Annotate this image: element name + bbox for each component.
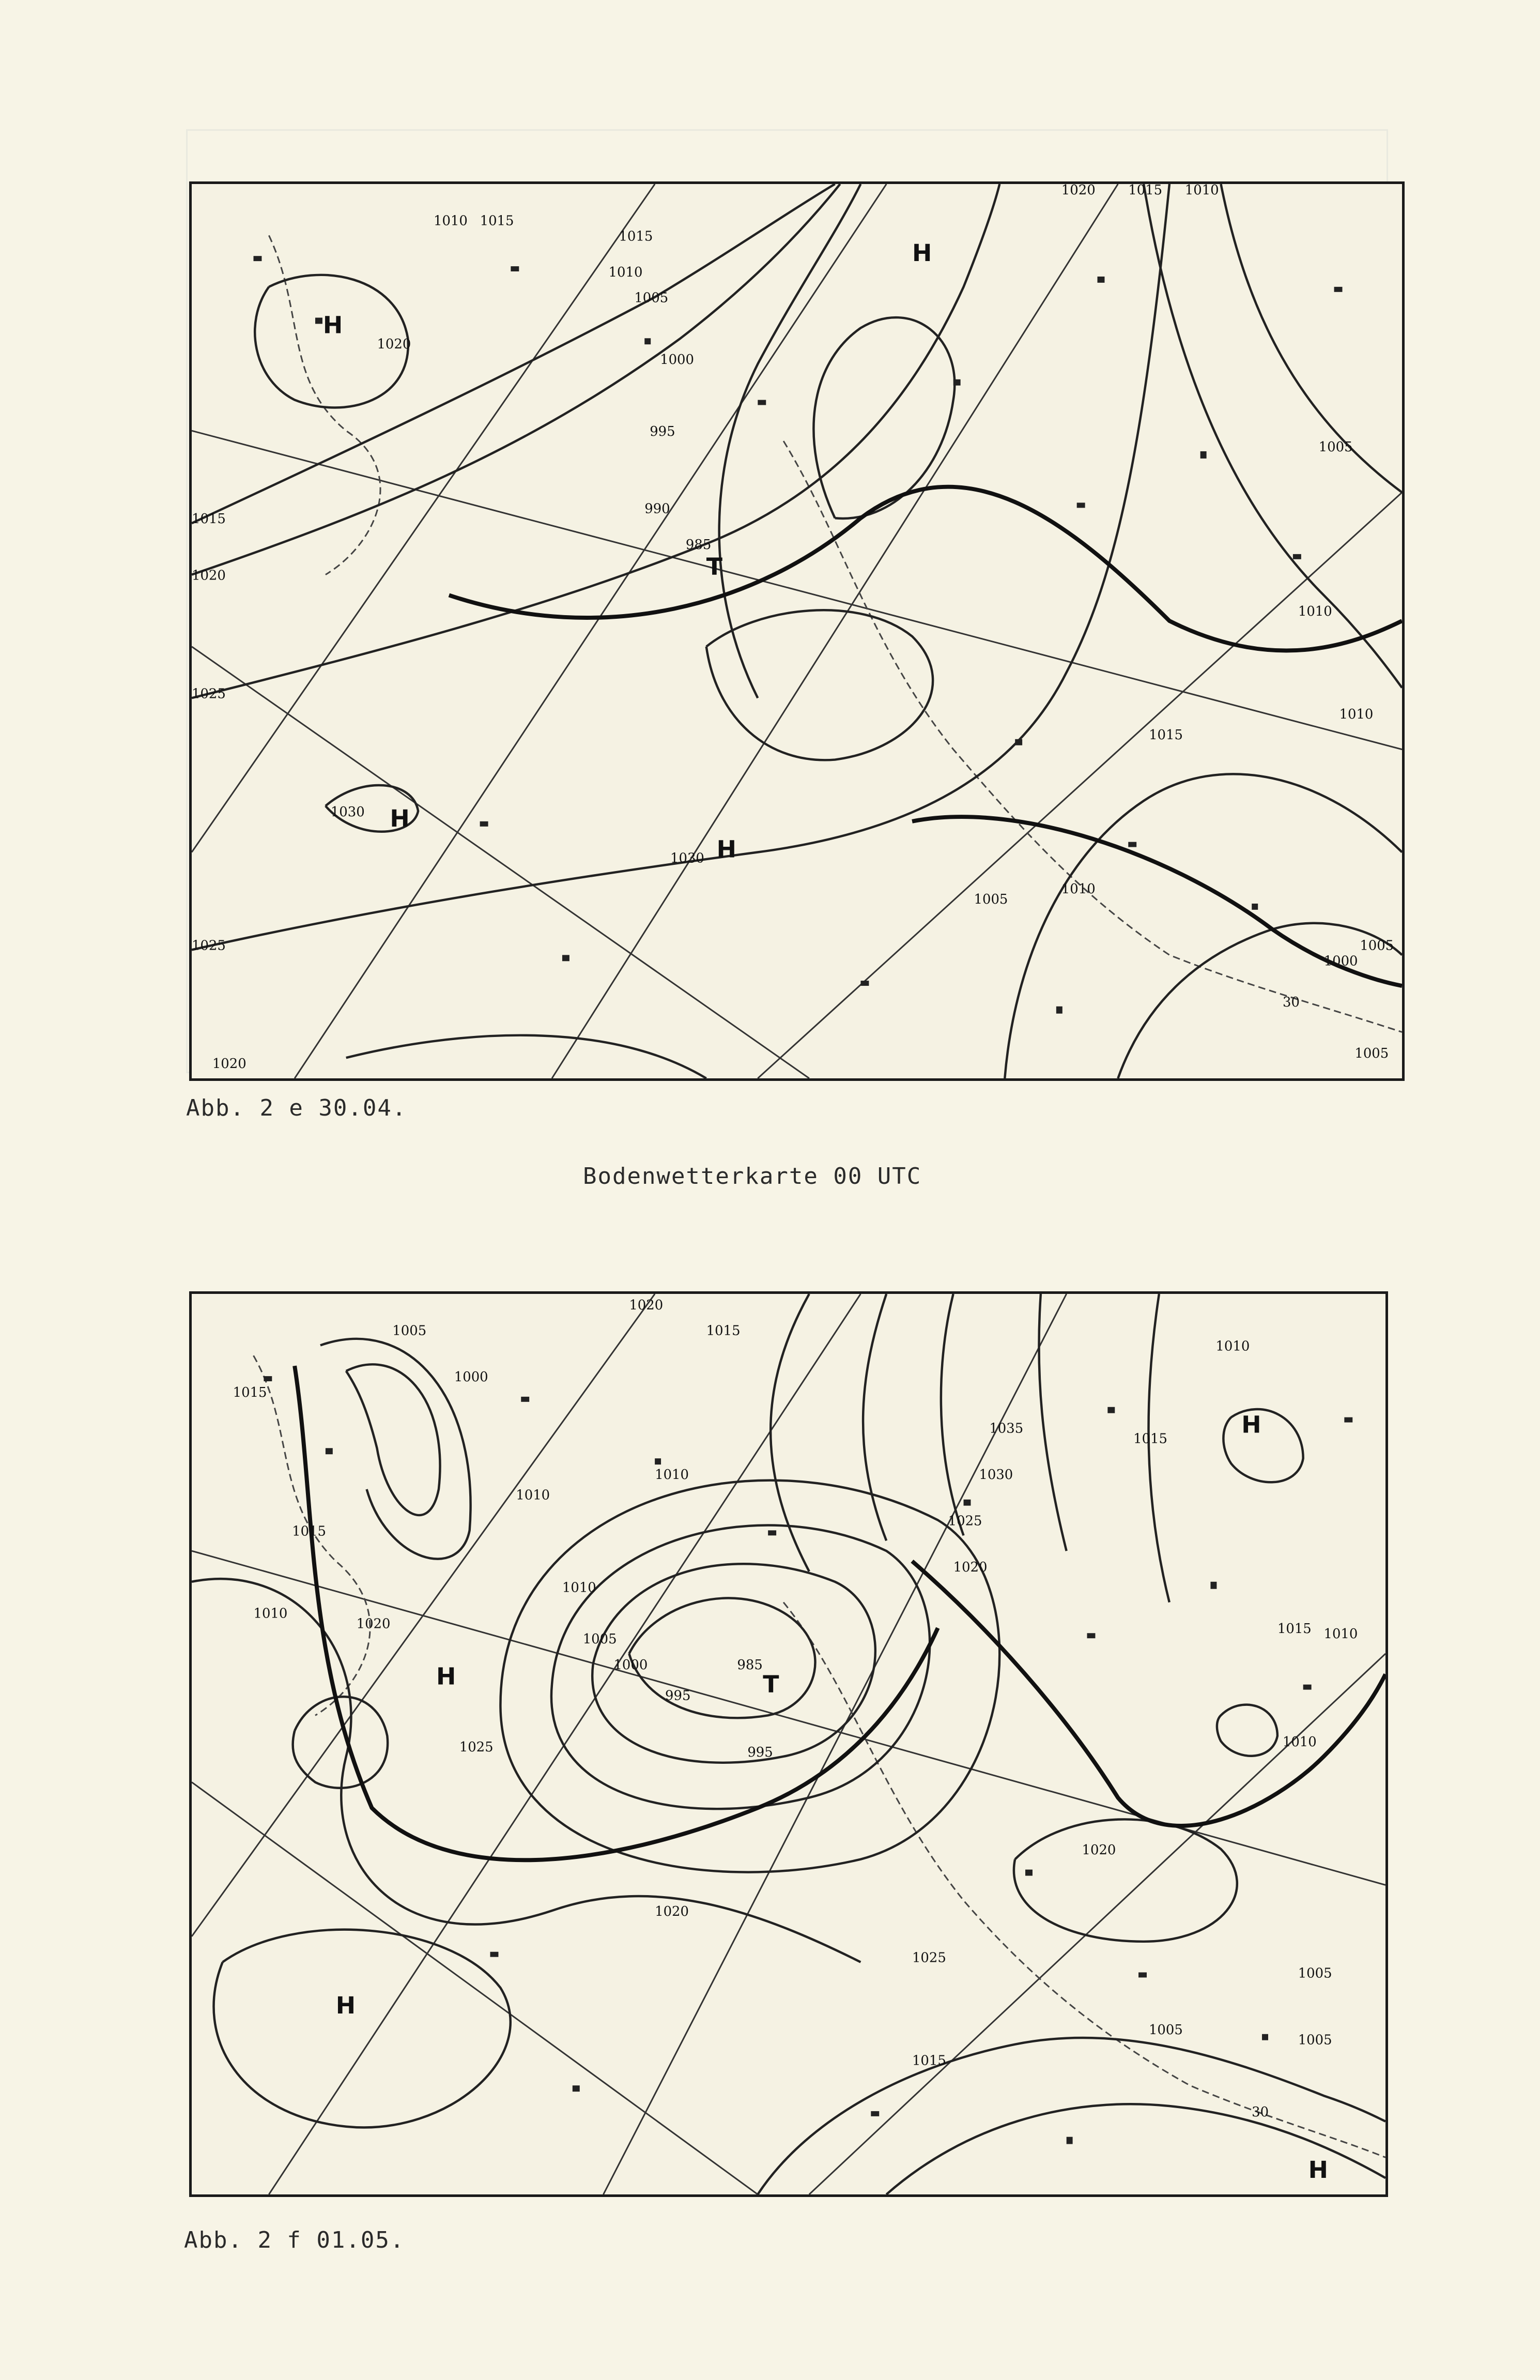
high-pressure-center: H [322, 311, 343, 339]
isobar-label: 1020 [377, 337, 411, 353]
isobar-label: 30 [1252, 2104, 1269, 2120]
isobar-label: 1005 [1354, 1046, 1389, 1062]
station-plots [264, 1376, 1352, 2144]
weather-map-30-04 [189, 181, 1405, 1081]
isobar-label: 1005 [1148, 2022, 1183, 2038]
isobar-label: 1015 [912, 2053, 946, 2069]
isobar-label: 1010 [516, 1487, 550, 1503]
isobar-label: 985 [685, 537, 712, 553]
isobar-label: 1000 [660, 352, 694, 368]
weather-map-01-05-drawing [192, 1294, 1385, 2194]
isobar-label: 1020 [953, 1559, 988, 1575]
isobar-label: 1015 [1149, 727, 1183, 743]
isobar-label: 1020 [1061, 184, 1096, 198]
isobar-label: 1015 [1277, 1621, 1312, 1637]
isobar-label: 1020 [629, 1297, 664, 1313]
isobar-label: 1010 [1184, 184, 1219, 198]
isobar-label: 1020 [192, 568, 226, 584]
isobar-label: 1005 [582, 1631, 617, 1647]
isobar-label: 1020 [356, 1616, 391, 1632]
high-pressure-center: H [335, 1992, 356, 2020]
isobar-label: 1015 [292, 1523, 327, 1539]
weather-map-30-04-drawing [192, 184, 1402, 1078]
isobar-label: 1020 [655, 1904, 689, 1920]
high-pressure-center: H [390, 804, 410, 832]
low-pressure-center: T [763, 1670, 779, 1698]
isobar-label: 1000 [1323, 953, 1358, 969]
isobar-label: 1020 [1082, 1842, 1116, 1858]
isobar-label: 1010 [562, 1580, 596, 1596]
isobar-label: 1005 [974, 891, 1008, 907]
high-pressure-center: H [912, 239, 932, 267]
isobar-label: 1000 [613, 1657, 648, 1673]
high-pressure-center: H [436, 1662, 456, 1690]
isobar-label: 1010 [1323, 1626, 1358, 1642]
isobar-label: 1035 [989, 1421, 1024, 1437]
figure-caption-2e: Abb. 2 e 30.04. [186, 1095, 407, 1121]
isobar-label: 990 [644, 501, 670, 517]
isobar-label: 1005 [634, 290, 669, 306]
isobar-label: 1005 [1360, 938, 1394, 954]
isobar-label: 1015 [1128, 184, 1163, 198]
isobar-label: 1005 [1318, 439, 1353, 455]
isobar-label: 1010 [655, 1467, 689, 1483]
isobar-label: 1025 [948, 1513, 982, 1529]
isobar-label: 995 [747, 1744, 773, 1760]
low-pressure-center: T [706, 553, 722, 581]
isobar-label: 1025 [192, 686, 226, 702]
isobar-label: 1015 [619, 228, 653, 245]
isobar-label: 1010 [608, 264, 643, 280]
isobar-label: 995 [650, 424, 675, 440]
isobar-label: 1015 [192, 511, 226, 527]
isobar-label: 1025 [192, 938, 226, 954]
isobar-label: 985 [737, 1657, 763, 1673]
isobar-label: 1010 [434, 213, 468, 229]
isobar-label: 1010 [1215, 1338, 1250, 1354]
figure-caption-2f: Abb. 2 f 01.05. [184, 2227, 405, 2253]
isobar-label: 1005 [1298, 2032, 1332, 2048]
high-pressure-center: H [1241, 1411, 1261, 1439]
high-pressure-center: H [716, 835, 737, 863]
figure-subtitle: Bodenwetterkarte 00 UTC [583, 1163, 922, 1189]
isobar-label: 1015 [233, 1384, 267, 1400]
weather-map-01-05 [189, 1291, 1388, 2197]
isobar-label: 1020 [212, 1056, 247, 1072]
isobar-label: 1005 [392, 1323, 427, 1339]
isobar-label: 1015 [706, 1323, 741, 1339]
isobar-label: 1030 [979, 1467, 1013, 1483]
station-plots [253, 256, 1342, 1014]
isobar-label: 1030 [670, 850, 704, 866]
isobar-label: 1010 [1298, 604, 1332, 620]
isobar-label: 1015 [480, 213, 514, 229]
isobar-label: 1010 [1339, 707, 1374, 723]
isobar-label: 1010 [253, 1606, 288, 1622]
isobar-label: 1010 [1061, 881, 1096, 897]
isobar-label: 1030 [330, 804, 365, 820]
isobar-label: 1025 [912, 1950, 946, 1966]
isobar-label: 30 [1282, 994, 1300, 1010]
isobar-label: 1005 [1298, 1965, 1332, 1981]
isobar-label: 1025 [459, 1739, 494, 1755]
isobar-label: 1010 [1282, 1734, 1317, 1750]
isobar-label: 995 [665, 1688, 691, 1704]
high-pressure-center: H [1308, 2156, 1328, 2184]
isobar-label: 1000 [454, 1369, 488, 1385]
isobar-label: 1015 [1133, 1431, 1167, 1447]
